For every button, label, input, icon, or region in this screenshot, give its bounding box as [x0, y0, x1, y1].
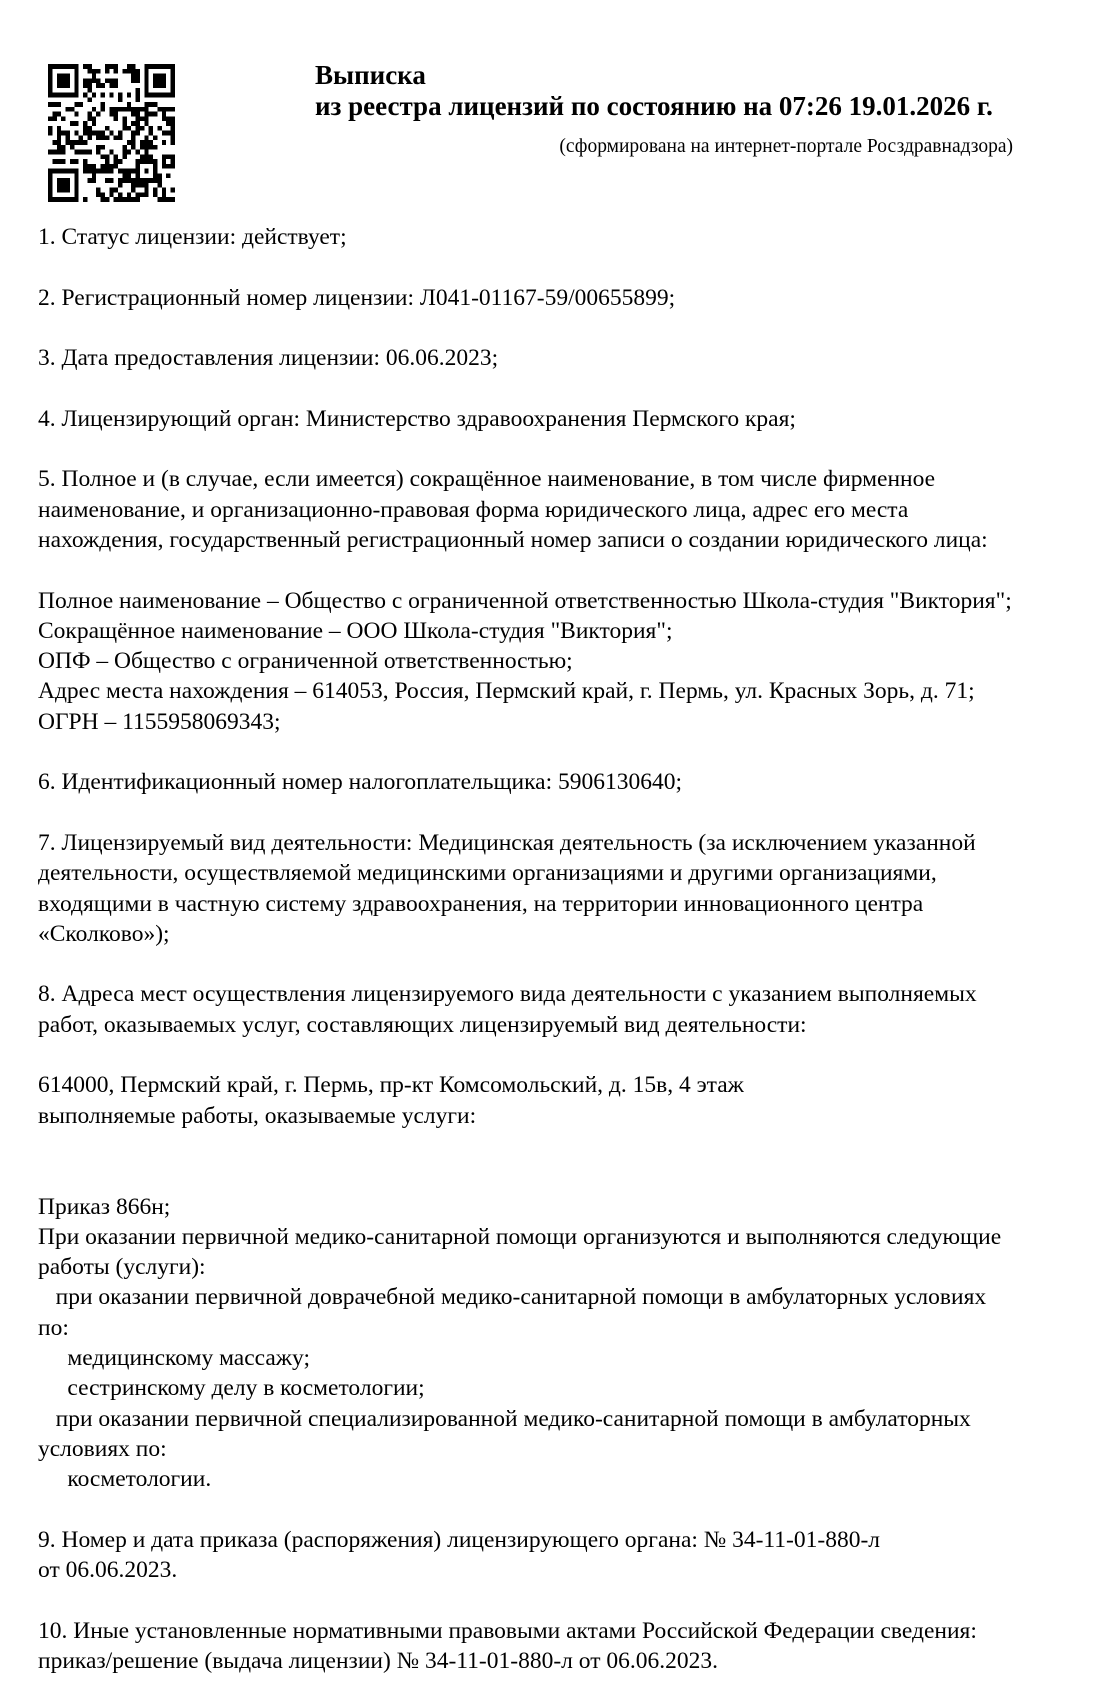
document-line: При оказании первичной медико-санитарной помощи организуются и выполняются следующие	[38, 1223, 1002, 1250]
document-line: выполняемые работы, оказываемые услуги:	[38, 1102, 477, 1129]
document-line: ОПФ – Общество с ограниченной ответственностью;	[38, 648, 573, 675]
document-line: 7. Лицензируемый вид деятельности: Медицинская деятельность (за исключением указанной	[38, 829, 976, 856]
document-line: косметологии.	[38, 1466, 212, 1493]
document-line: при оказании первичной специализированной медико-санитарной помощи в амбулаторных	[38, 1405, 971, 1432]
document-title-line2: из реестра лицензий по состоянию на 07:26 19.01.2026 г.	[315, 91, 993, 121]
document-line: нахождения, государственный регистрационный номер записи о создании юридического лица:	[38, 526, 988, 553]
document-header	[315, 60, 1013, 159]
document-line: сестринскому делу в косметологии;	[38, 1375, 425, 1402]
document-line: деятельности, осуществляемой медицинскими организациями и другими организациями,	[38, 860, 937, 887]
document-line: условиях по:	[38, 1435, 167, 1462]
document-line: приказ/решение (выдача лицензии) № 34-11-01-880-л от 06.06.2023.	[38, 1647, 718, 1674]
document-line	[38, 252, 1113, 282]
document-line: от 06.06.2023.	[38, 1557, 178, 1584]
document-line: 1. Статус лицензии: действует;	[38, 224, 347, 250]
document-line: «Сколково»);	[38, 920, 170, 947]
document-line: Полное наименование – Общество с ограниченной ответственностью Школа-студия "Виктория";	[38, 587, 1012, 614]
document-line	[38, 737, 1113, 767]
document-line: по:	[38, 1314, 69, 1341]
document-line	[38, 1131, 1113, 1161]
document-line	[38, 1585, 1113, 1615]
document-line: 3. Дата предоставления лицензии: 06.06.2023;	[38, 345, 499, 372]
document-line	[38, 1494, 1113, 1524]
qr-code-image	[48, 64, 175, 202]
document-line	[38, 373, 1113, 403]
document-line: работы (услуги):	[38, 1254, 206, 1281]
document-line	[38, 949, 1113, 979]
document-line	[38, 1040, 1113, 1070]
document-line: 9. Номер и дата приказа (распоряжения) лицензирующего органа: № 34-11-01-880-л	[38, 1526, 880, 1553]
document-line: Приказ 866н;	[38, 1193, 171, 1220]
document-subtitle: (сформирована на интернет-портале Росздравнадзора)	[559, 136, 1013, 157]
document-title-line1: Выписка	[315, 60, 426, 90]
document-line	[38, 313, 1113, 343]
document-line: медицинскому массажу;	[38, 1344, 311, 1371]
document-line: 8. Адреса мест осуществления лицензируемого вида деятельности с указанием выполняемых	[38, 981, 977, 1008]
document-line: Адрес места нахождения – 614053, Россия, Пермский край, г. Пермь, ул. Красных Зорь, д. 71;	[38, 678, 975, 705]
document-line: 4. Лицензирующий орган: Министерство здравоохранения Пермского края;	[38, 405, 796, 432]
document-line: ОГРН – 1155958069343;	[38, 708, 281, 735]
document-line	[38, 1161, 1113, 1191]
document-line: 6. Идентификационный номер налогоплательщика: 5906130640;	[38, 769, 683, 796]
document-line: при оказании первичной доврачебной медико-санитарной помощи в амбулаторных условиях	[38, 1284, 987, 1311]
document-line: входящими в частную систему здравоохранения, на территории инновационного центра	[38, 890, 924, 917]
document-body	[38, 222, 1113, 1676]
document-line: 2. Регистрационный номер лицензии: Л041-01167-59/00655899;	[38, 284, 676, 311]
qr-code	[48, 64, 175, 202]
document-line: Сокращённое наименование – ООО Школа-студия "Виктория";	[38, 617, 673, 644]
document-line: 10. Иные установленные нормативными правовыми актами Российской Федерации сведения:	[38, 1617, 977, 1644]
document-line	[38, 434, 1113, 464]
document-line	[38, 798, 1113, 828]
document-line: работ, оказываемых услуг, составляющих лицензируемый вид деятельности:	[38, 1011, 807, 1038]
document-line: 614000, Пермский край, г. Пермь, пр-кт Комсомольский, д. 15в, 4 этаж	[38, 1072, 744, 1099]
document-line: наименование, и организационно-правовая форма юридического лица, адрес его места	[38, 496, 909, 523]
document-line	[38, 555, 1113, 585]
document-line: 5. Полное и (в случае, если имеется) сокращённое наименование, в том числе фирменное	[38, 466, 936, 493]
